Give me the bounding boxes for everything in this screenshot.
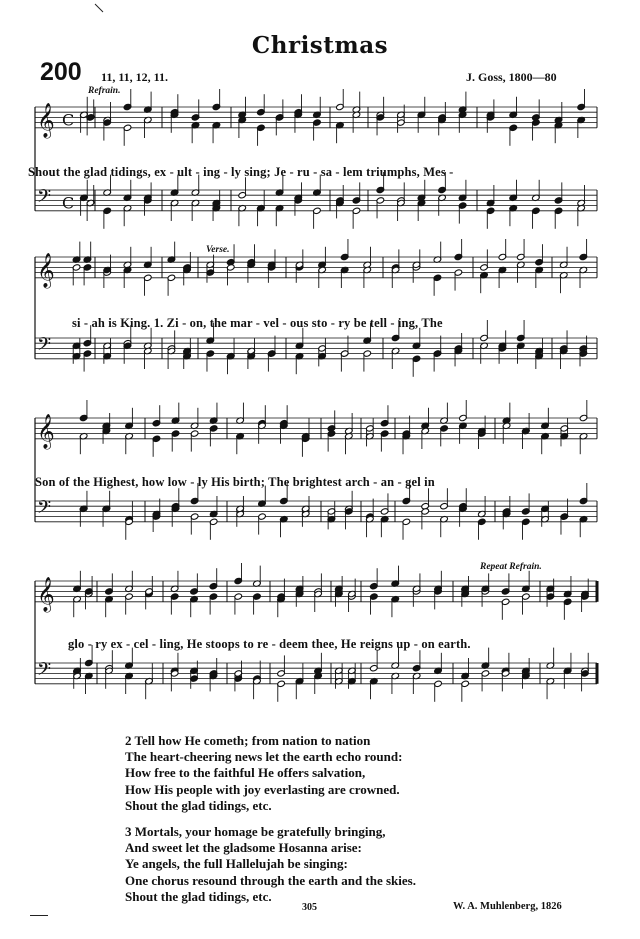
bass-clef-icon: 𝄢 — [37, 497, 52, 523]
page-number: 305 — [302, 902, 317, 913]
bass-clef-icon: 𝄢 — [37, 186, 52, 212]
hymn-number: 200 — [40, 58, 82, 86]
composer: J. Goss, 1800—80 — [466, 70, 557, 84]
verse-line: How His people with joy everlasting are crowned. — [125, 781, 400, 797]
meter: 11, 11, 12, 11. — [101, 70, 169, 84]
lyric-line: glo - ry ex - cel - ling, He stoops to re - deem thee, He reigns up - on earth. — [68, 637, 471, 651]
verse-spacer — [125, 814, 416, 824]
verse-line: The heart-cheering news let the earth echo round: — [125, 749, 403, 765]
verse-line: 3 Mortals, your homage be gratefully bringing, — [125, 824, 386, 840]
treble-clef-icon: 𝄞 — [37, 576, 55, 612]
verse-label: Verse. — [206, 245, 230, 255]
bass-clef-icon: 𝄢 — [37, 334, 52, 360]
margin-mark — [30, 915, 48, 916]
verse-author: W. A. Muhlenberg, 1826 — [453, 901, 562, 912]
repeat-refrain-label: Repeat Refrain. — [480, 562, 542, 572]
treble-clef-icon: 𝄞 — [37, 102, 55, 138]
bass-clef-icon: 𝄢 — [37, 659, 52, 685]
lyric-line: si - ah is King. 1. Zi - on, the mar - vel - ous sto - ry be tell - ing, The — [72, 316, 443, 330]
verse-line: 2 Tell how He cometh; from nation to nation — [125, 733, 371, 748]
hymn-title: Christmas — [251, 32, 389, 59]
lyric-line: Son of the Highest, how low - ly His birth; The brightest arch - an - gel in — [35, 475, 435, 489]
time-signature: C — [62, 193, 75, 213]
time-signature: C — [62, 110, 75, 130]
verse-line: And sweet let the gladsome Hosanna arise: — [125, 840, 362, 856]
verses-block — [125, 733, 416, 905]
refrain-label: Refrain. — [88, 86, 121, 96]
verse-line: How free to the faithful He offers salvation, — [125, 765, 366, 781]
verse-line: Shout the glad tidings, etc. — [125, 797, 272, 813]
lyric-line: Shout the glad tidings, ex - ult - ing - ly sing; Je - ru - sa - lem triumphs, Mes - — [28, 165, 454, 179]
verse-line: Shout the glad tidings, etc. — [125, 888, 272, 904]
treble-clef-icon: 𝄞 — [37, 252, 55, 288]
treble-clef-icon: 𝄞 — [37, 413, 55, 449]
margin-mark — [95, 4, 103, 12]
verse-line: Ye angels, the full Hallelujah be singing: — [125, 856, 348, 872]
verse-line: One chorus resound through the earth and the skies. — [125, 872, 416, 888]
